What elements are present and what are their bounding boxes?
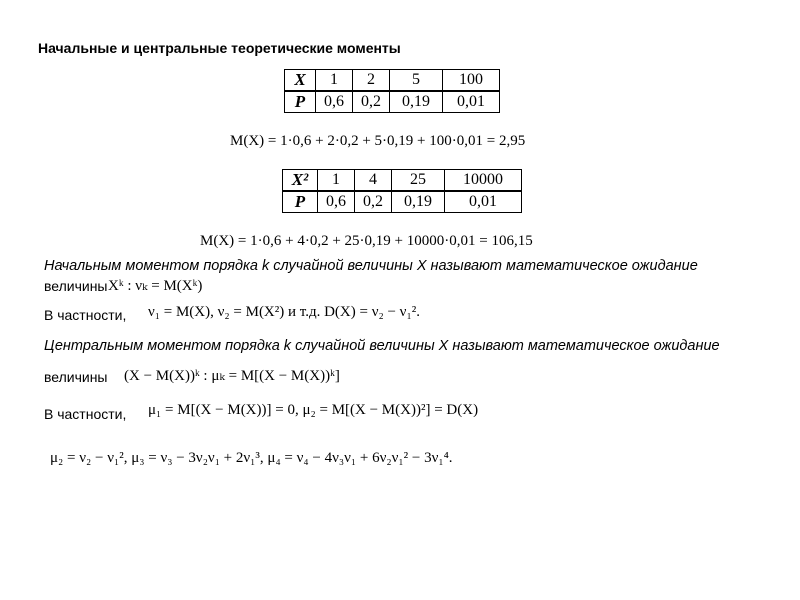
table-cell: 1 xyxy=(316,70,353,92)
table-cell: 4 xyxy=(355,170,392,192)
definition-central-moment-prefix: величины xyxy=(44,369,108,385)
table-row-values xyxy=(285,70,500,92)
particular-case-label-2: В частности, xyxy=(44,406,127,422)
formula-central-via-initial-moments: μ₂ = ν₂ − ν₁², μ₃ = ν₃ − 3ν₂ν₁ + 2ν₁³, μ₄ = ν₄ − 4ν₃ν₁ + 6ν₂ν₁² − 3ν₁⁴. xyxy=(50,450,453,466)
table-row-values xyxy=(283,170,522,192)
table-cell: 0,01 xyxy=(445,191,522,213)
table-cell: 1 xyxy=(318,170,355,192)
table-cell: 25 xyxy=(392,170,445,192)
table-cell: 0,01 xyxy=(443,91,500,113)
table-row-probabilities xyxy=(283,191,522,213)
table-header-p: P xyxy=(283,191,318,213)
formula-initial-moment: Xᵏ : νₖ = M(Xᵏ) xyxy=(108,278,203,294)
table-row-probabilities xyxy=(285,91,500,113)
formula-central-moment: (X − M(X))ᵏ : μₖ = M[(X − M(X))ᵏ] xyxy=(124,368,340,384)
formula-expectation-x: M(X) = 1·0,6 + 2·0,2 + 5·0,19 + 100·0,01 = 2,95 xyxy=(230,133,526,149)
table-cell: 0,19 xyxy=(392,191,445,213)
table-cell: 0,2 xyxy=(355,191,392,213)
definition-initial-moment-prefix: величины xyxy=(44,278,108,294)
table-cell: 2 xyxy=(353,70,390,92)
table-cell: 0,2 xyxy=(353,91,390,113)
formula-central-moments-particular: μ₁ = M[(X − M(X))] = 0, μ₂ = M[(X − M(X))²] = D(X) xyxy=(148,402,479,418)
particular-case-label-1: В частности, xyxy=(44,307,127,323)
table-cell: 0,19 xyxy=(390,91,443,113)
definition-central-moment-line1: Центральным моментом порядка k случайной величины X называют математическое ожидание xyxy=(44,338,720,354)
table-cell: 0,6 xyxy=(316,91,353,113)
table-header-x2: X² xyxy=(283,170,318,192)
table-header-x: X xyxy=(285,70,316,92)
distribution-table-x-squared xyxy=(282,169,522,213)
table-cell: 10000 xyxy=(445,170,522,192)
formula-expectation-x-squared: M(X) = 1·0,6 + 4·0,2 + 25·0,19 + 10000·0,01 = 106,15 xyxy=(200,233,533,249)
distribution-table-x xyxy=(284,69,500,113)
table-cell: 5 xyxy=(390,70,443,92)
formula-initial-moments-particular: ν₁ = M(X), ν₂ = M(X²) и т.д. D(X) = ν₂ − ν₁². xyxy=(148,304,420,320)
table-cell: 0,6 xyxy=(318,191,355,213)
table-cell: 100 xyxy=(443,70,500,92)
page-title: Начальные и центральные теоретические моменты xyxy=(38,40,401,56)
definition-initial-moment-line1: Начальным моментом порядка k случайной величины X называют математическое ожидание xyxy=(44,258,698,274)
table-header-p: P xyxy=(285,91,316,113)
